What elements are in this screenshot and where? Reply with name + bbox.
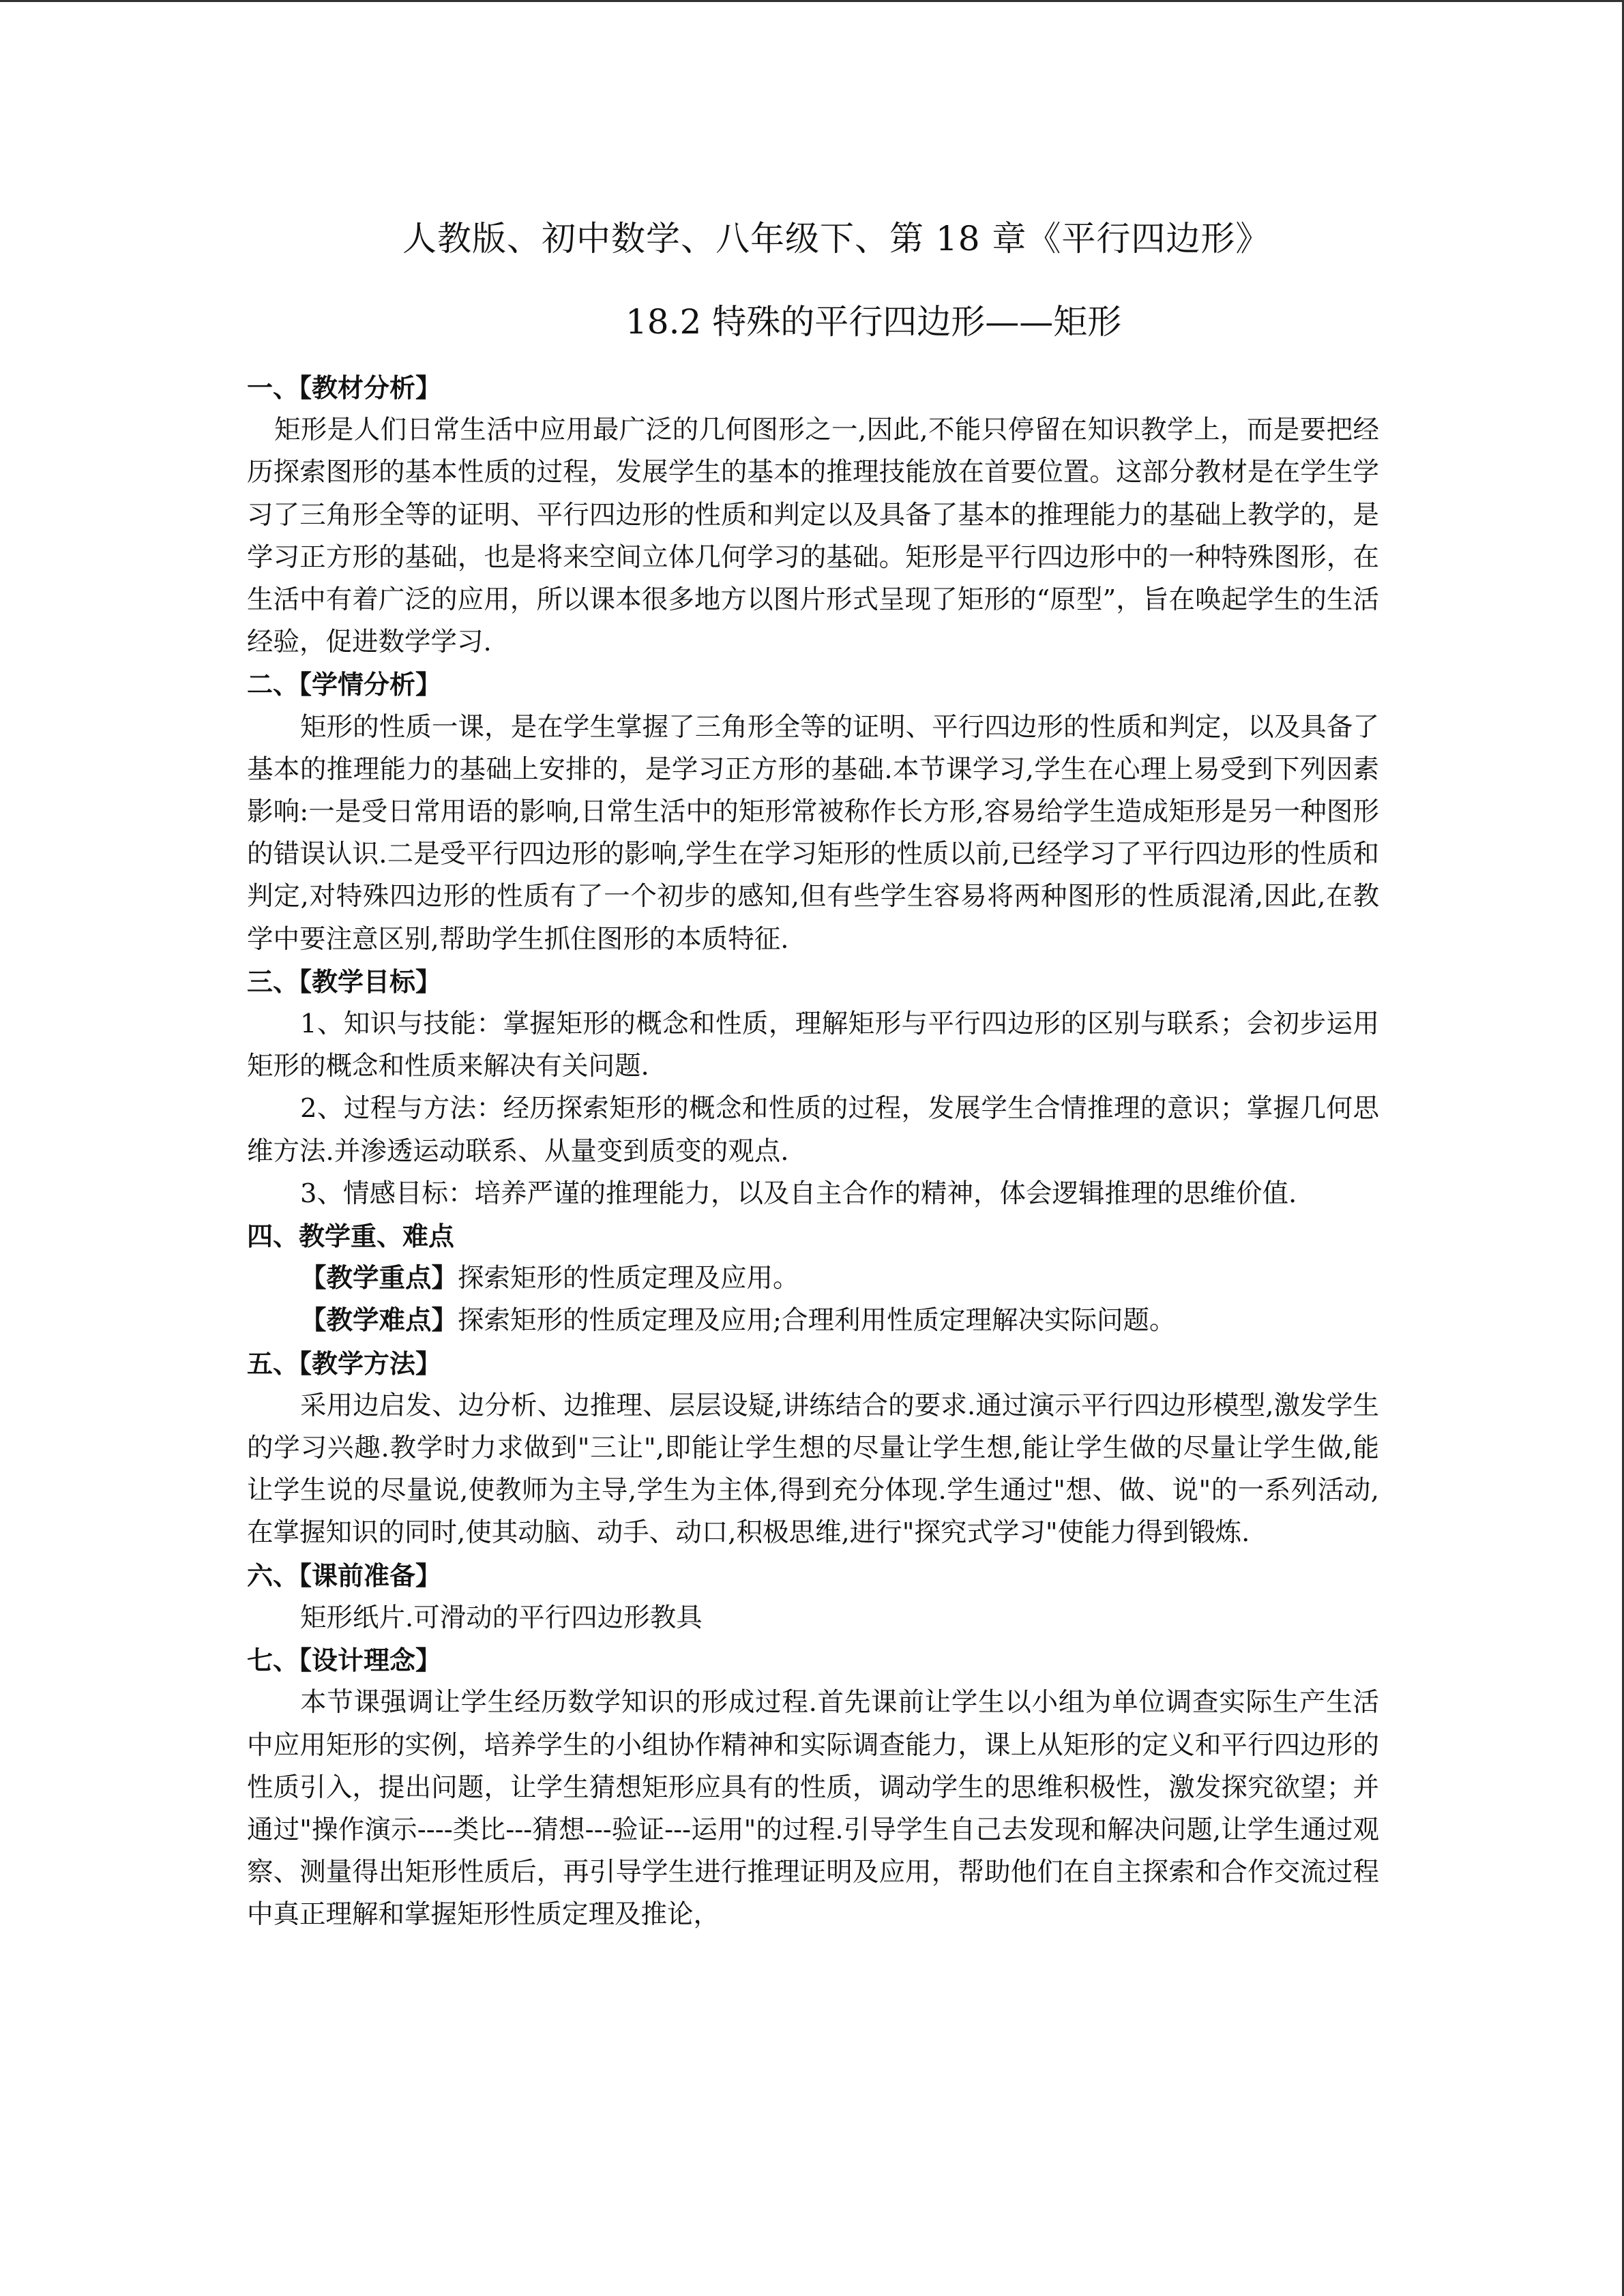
page-border-top	[0, 0, 1624, 2]
section-heading-student-analysis: 二、【学情分析】	[247, 670, 442, 700]
section-heading-textbook-analysis: 一、【教材分析】	[247, 373, 442, 403]
difficult-point-line	[247, 1300, 1379, 1342]
key-point-text: 探索矩形的性质定理及应用。	[458, 1263, 799, 1294]
section-text-student-analysis: 矩形的性质一课，是在学生掌握了三角形全等的证明、平行四边形的性质和判定，以及具备了基本的推理能力的基础上安排的，是学习正方形的基础.本节课学习,学生在心理上易受到下列因素影响:一是受日常用语的影响,日常生活中的矩形常被称作长方形,容易给学生造成矩形是另一种图形的错误认识.二是受平行四边形的影响,学生在学习矩形的性质以前,已经学习了平行四边形的性质和判定,对特殊四边形的性质有了一个初步的感知,但有些学生容易将两种图形的性质混淆,因此,在教学中要注意区别,帮助学生抓住图形的本质特征.	[247, 711, 1379, 955]
document-body	[247, 367, 1379, 1937]
section-heading-design-concept: 七、【设计理念】	[247, 1645, 442, 1676]
section-text-preparation: 矩形纸片.可滑动的平行四边形教具	[300, 1602, 703, 1633]
section-text-textbook-analysis: 矩形是人们日常生活中应用最广泛的几何图形之一,因此,不能只停留在知识教学上，而是要把经历探索图形的基本性质的过程，发展学生的基本的推理技能放在首要位置。这部分教材是在学生学习了三角形全等的证明、平行四边形的性质和判定以及具备了基本的推理能力的基础上教学的，是学习正方形的基础，也是将来空间立体几何学习的基础。矩形是平行四边形中的一种特殊图形，在生活中有着广泛的应用，所以课本很多地方以图片形式呈现了矩形的“原型”，旨在唤起学生的生活经验，促进数学学习.	[247, 415, 1379, 658]
goal-item-process: 2、过程与方法：经历探索矩形的概念和性质的过程，发展学生合情推理的意识；掌握几何思维方法.并渗透运动联系、从量变到质变的观点.	[247, 1093, 1379, 1167]
section-heading-key-points: 四、教学重、难点	[247, 1221, 455, 1252]
goal-item-emotion: 3、情感目标：培养严谨的推理能力，以及自主合作的精神，体会逻辑推理的思维价值.	[300, 1178, 1297, 1209]
section-heading-teaching-methods: 五、【教学方法】	[247, 1348, 442, 1379]
difficult-point-label: 【教学难点】	[300, 1305, 458, 1337]
section-heading-preparation: 六、【课前准备】	[247, 1560, 442, 1591]
section-text-design-concept: 本节课强调让学生经历数学知识的形成过程.首先课前让学生以小组为单位调查实际生产生活中应用矩形的实例，培养学生的小组协作精神和实际调查能力，课上从矩形的定义和平行四边形的性质引入，提出问题，让学生猜想矩形应具有的性质，调动学生的思维积极性，激发探究欲望；并通过"操作演示----类比---猜想---验证---运用"的过程.引导学生自己去发现和解决问题,让学生通过观察、测量得出矩形性质后，再引导学生进行推理证明及应用，帮助他们在自主探索和合作交流过程中真正理解和掌握矩形性质定理及推论，	[247, 1687, 1379, 1930]
goal-item-knowledge: 1、知识与技能：掌握矩形的概念和性质，理解矩形与平行四边形的区别与联系；会初步运用矩形的概念和性质来解决有关问题.	[247, 1009, 1379, 1082]
key-point-line	[247, 1257, 1379, 1300]
section-heading-teaching-goals: 三、【教学目标】	[247, 966, 442, 997]
page-subtitle: 18.2 特殊的平行四边形——矩形	[625, 302, 1122, 342]
key-point-label: 【教学重点】	[300, 1263, 458, 1294]
section-text-teaching-methods: 采用边启发、边分析、边推理、层层设疑,讲练结合的要求.通过演示平行四边形模型,激发学生的学习兴趣.教学时力求做到"三让",即能让学生想的尽量让学生想,能让学生做的尽量让学生做,能让学生说的尽量说,使教师为主导,学生为主体,得到充分体现.学生通过"想、做、说"的一系列活动,在掌握知识的同时,使其动脑、动手、动口,积极思维,进行"探究式学习"使能力得到锻炼.	[247, 1390, 1379, 1549]
difficult-point-text: 探索矩形的性质定理及应用;合理利用性质定理解决实际问题。	[458, 1305, 1176, 1337]
page-title: 人教版、初中数学、八年级下、第 18 章《平行四边形》	[402, 219, 1271, 258]
